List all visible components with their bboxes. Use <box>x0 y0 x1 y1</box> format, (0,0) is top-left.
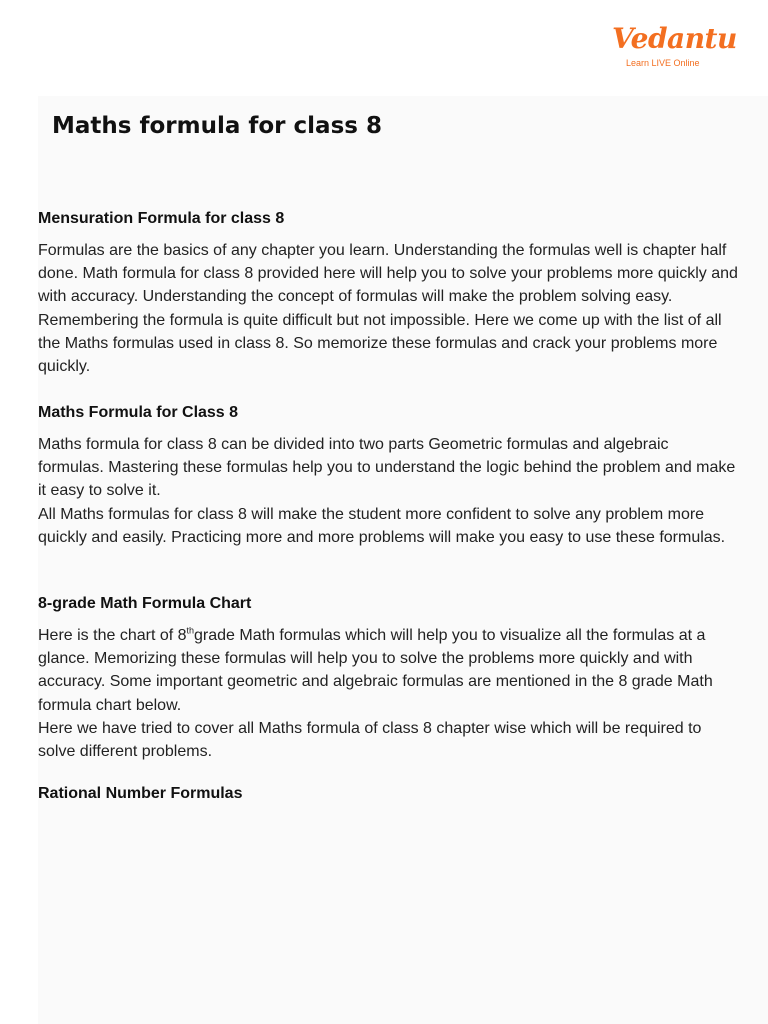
section-heading: Maths Formula for Class 8 <box>38 404 239 421</box>
paragraph: Here we have tried to cover all Maths formula of class 8 chapter wise which will be required to solve different problems. <box>38 719 702 761</box>
paragraph: Formulas are the basics of any chapter you learn. Understanding the formulas well is chapter half done. Math formula for class 8 provided here will help you to solve your problems more quickly and with accuracy. Understanding the concept of formulas will make the problem solving easy. Remembering the formula is quite difficult but not impossible. Here we come up with the list of all the Maths formulas used in class 8. So memorize these formulas and crack your problems more quickly. <box>38 242 738 376</box>
section-maths-formula <box>38 403 738 549</box>
logo-tagline: Learn LIVE Online <box>626 58 700 68</box>
section-formula-chart <box>38 594 738 763</box>
section-heading: 8-grade Math Formula Chart <box>38 595 252 612</box>
vedantu-logo[interactable] <box>612 22 737 72</box>
paragraph <box>38 624 738 717</box>
section-rational-numbers <box>38 784 738 804</box>
logo-wordmark: Vedantu <box>612 22 737 55</box>
section-heading: Rational Number Formulas <box>38 785 243 802</box>
ordinal-suffix: th <box>186 625 195 636</box>
section-mensuration <box>38 209 738 378</box>
paragraph: All Maths formulas for class 8 will make the student more confident to solve any problem more quickly and easily. Practicing more and more problems will make you easy to use these formulas. <box>38 505 726 546</box>
paragraph: Maths formula for class 8 can be divided into two parts Geometric formulas and algebraic formulas. Mastering these formulas help you to understand the logic behind the problem and make it easy to solve it. <box>38 436 736 500</box>
page-title: Maths formula for class 8 <box>52 113 382 139</box>
section-heading: Mensuration Formula for class 8 <box>38 210 285 227</box>
chart-intro-rest: grade Math formulas which will help you to visualize all the formulas at a glance. Memorizing these formulas will help you to solve the problems more quickly and with accuracy. Some important geometric and algebraic formulas are mentioned in the 8 grade Math formula chart below. <box>38 627 713 714</box>
chart-intro-start: Here is the chart of 8 <box>38 627 187 644</box>
